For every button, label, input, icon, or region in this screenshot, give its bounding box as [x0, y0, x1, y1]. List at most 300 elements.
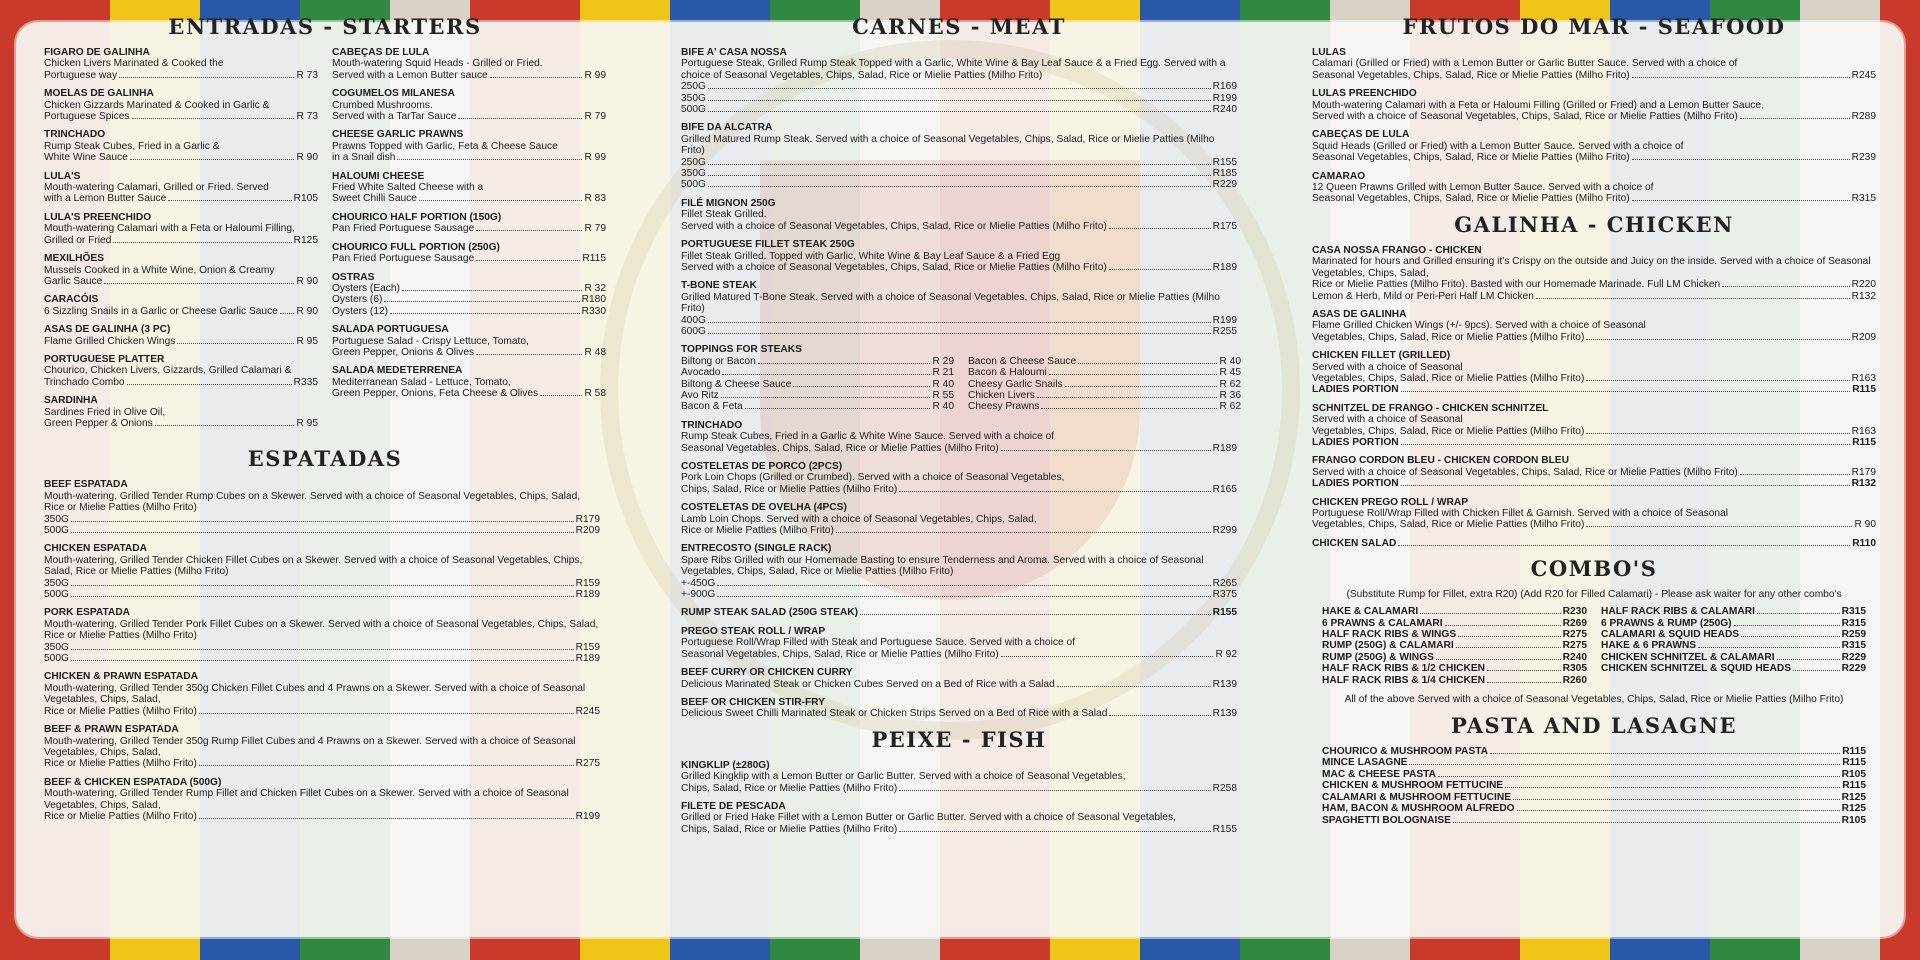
- item-name: CHICKEN & PRAWN ESPATADA: [44, 671, 198, 683]
- item-price: R199: [575, 810, 600, 822]
- price-row: [681, 179, 1237, 190]
- item-line: 250G: [681, 81, 706, 93]
- item-price: R330: [581, 305, 606, 317]
- item-line: HALF RACK RIBS & 1/2 CHICKEN: [1322, 663, 1486, 675]
- item-price: R275: [1562, 629, 1587, 641]
- item-line: Served with a TarTar Sauce: [332, 111, 457, 123]
- item-price: R255: [1212, 325, 1237, 337]
- dot-leader: [119, 77, 294, 78]
- menu-item: [681, 420, 1237, 454]
- item-line: Vegetables, Chips, Salad, Rice or Mielie Patties (Milho Frito): [1312, 331, 1585, 343]
- item-line: Biltong or Bacon: [681, 355, 756, 367]
- item-price: R 40: [1219, 355, 1241, 367]
- item-description: Mouth-watering, Grilled Tender Pork Fillet Cubes on a Skewer. Served with a choice of Seasonal Vegetables, Chips, Salad, Rice or Mielie Patties (Milho Frito): [44, 618, 599, 642]
- item-name: SARDINHA: [44, 395, 98, 407]
- dot-leader: [1109, 228, 1211, 229]
- item-name: MOELAS DE GALINHA: [44, 88, 154, 100]
- dot-leader: [71, 649, 574, 650]
- item-description: Flame Grilled Chicken Wings (+/- 9pcs). Served with a choice of Seasonal: [1312, 320, 1646, 332]
- dot-leader: [1586, 339, 1849, 340]
- item-name: PREGO STEAK ROLL / WRAP: [681, 625, 826, 637]
- price-row: [1322, 792, 1866, 803]
- item-line: Served with a choice of Seasonal Vegetables, Chips, Salad, Rice or Mielie Patties (Milho Frito): [1312, 466, 1738, 478]
- dot-leader: [71, 660, 574, 661]
- menu-item: [332, 324, 606, 358]
- item-line: Delicious Marinated Steak or Chicken Cubes Served on a Bed of Rice with a Salad: [681, 678, 1055, 690]
- menu-item: [44, 607, 600, 664]
- dot-leader: [476, 260, 580, 261]
- price-row: [681, 525, 1237, 536]
- dot-leader: [1586, 433, 1849, 434]
- menu-item: [44, 724, 600, 770]
- dot-leader: [860, 614, 1211, 615]
- dot-leader: [1632, 159, 1850, 160]
- item-name: ASAS DE GALINHA: [1312, 308, 1407, 320]
- item-description: Mussels Cooked in a White Wine, Onion & Creamy: [44, 264, 275, 276]
- dot-leader: [708, 175, 1211, 176]
- item-line: Green Pepper, Onions, Feta Cheese & Olives: [332, 388, 539, 400]
- item-line: Vegetables, Chips, Salad, Rice or Mielie Patties (Milho Frito): [1312, 519, 1585, 531]
- price-row: [44, 152, 318, 163]
- menu-item: [681, 47, 1237, 115]
- meat-list-2: [681, 420, 1237, 720]
- item-line: Seasonal Vegetables, Chips, Salad, Rice or Mielie Patties (Milho Frito): [681, 442, 999, 454]
- item-description: Crumbed Mushrooms.: [332, 99, 433, 111]
- item-name: BEEF CURRY OR CHICKEN CURRY: [681, 667, 853, 679]
- meat-list: [681, 47, 1237, 337]
- dot-leader: [1698, 647, 1840, 648]
- item-price: R 99: [584, 152, 606, 164]
- item-line: Bacon & Cheese Sauce: [968, 355, 1077, 367]
- item-line: Bacon & Feta: [681, 401, 743, 413]
- item-description: Calamari (Grilled or Fried) with a Lemon Butter or Garlic Butter Sauce. Served with a choice of: [1312, 58, 1738, 70]
- item-name: SALADA PORTUGUESA: [332, 324, 449, 336]
- menu-item: [332, 212, 606, 235]
- price-row: [1322, 803, 1866, 814]
- item-price: R189: [1212, 261, 1237, 273]
- item-price: R 90: [1854, 519, 1876, 531]
- item-description: Mouth-watering, Grilled Tender 350g Chicken Fillet Cubes and 4 Prawns on a Skewer. Served with a choice of Seasonal Vegetables, Chips, Salad,: [44, 682, 586, 706]
- section-title-meat: CARNES - MEAT: [852, 14, 1066, 39]
- column-meat: [681, 8, 1241, 842]
- item-price: R 79: [584, 223, 606, 235]
- dot-leader: [127, 384, 292, 385]
- item-line: Flame Grilled Chicken Wings: [44, 335, 176, 347]
- price-row: [1312, 437, 1876, 448]
- item-price: R 40: [932, 401, 954, 413]
- price-row: [1312, 373, 1876, 384]
- dot-leader: [1734, 625, 1840, 626]
- price-row: [681, 649, 1237, 660]
- price-row: [1322, 606, 1587, 617]
- dot-leader: [1001, 656, 1214, 657]
- item-name: TRINCHADO: [44, 129, 106, 141]
- item-price: R269: [1562, 617, 1587, 629]
- item-name: BEEF ESPATADA: [44, 479, 128, 491]
- dot-leader: [793, 386, 930, 387]
- item-line: Cheesy Prawns: [968, 401, 1040, 413]
- fish-list: [681, 760, 1237, 835]
- item-description: Rump Steak Cubes, Fried in a Garlic &: [44, 140, 220, 152]
- item-description: Mouth-watering, Grilled Tender Rump Fillet and Chicken Fillet Cubes on a Skewer. Served with a choice of Seasonal Vegetables, Chips, Salad,: [44, 788, 569, 811]
- item-name: FIGARO DE GALINHA: [44, 47, 150, 58]
- item-name: COSTELETAS DE OVELHA (4PCS): [681, 502, 847, 514]
- item-line: Green Pepper & Onions: [44, 417, 153, 429]
- item-description: Mouth-watering, Grilled Tender Chicken Fillet Cubes on a Skewer. Served with a choice of Seasonal Vegetables, Chips, Salad, Rice or Mielie Patties (Milho Frito): [44, 554, 583, 578]
- price-row: [44, 418, 318, 429]
- item-name: KINGKLIP (±280G): [681, 759, 770, 771]
- item-name: BEEF & PRAWN ESPATADA: [44, 724, 179, 736]
- price-row: [44, 235, 318, 246]
- price-row: [44, 653, 600, 664]
- price-row: [1312, 478, 1876, 489]
- price-row: [332, 223, 606, 234]
- item-name: PORTUGUESE PLATTER: [44, 353, 165, 365]
- price-row: [1322, 746, 1866, 757]
- price-row: [44, 525, 600, 536]
- menu-item: [681, 697, 1237, 720]
- price-row: [44, 514, 600, 525]
- menu-item: [681, 198, 1237, 232]
- price-row: [681, 443, 1237, 454]
- item-line: White Wine Sauce: [44, 152, 128, 164]
- item-price: R240: [1212, 104, 1237, 116]
- item-price: R105: [1841, 768, 1866, 780]
- menu-item: [44, 777, 600, 823]
- item-price: R115: [1842, 780, 1866, 792]
- item-line: Pan Fried Portuguese Sausage: [332, 253, 475, 265]
- item-price: R125: [293, 234, 318, 246]
- price-row: [1312, 152, 1876, 163]
- item-line: CHOURICO & MUSHROOM PASTA: [1322, 746, 1489, 758]
- item-price: R 55: [932, 389, 954, 401]
- item-description: Portuguese Roll/Wrap Filled with Chicken Fillet & Garnish. Served with a choice of Seasonal: [1312, 508, 1728, 519]
- item-description: Rump Steak Cubes, Fried in a Garlic & White Wine Sauce. Served with a choice of: [681, 431, 1055, 443]
- column-starters: [44, 8, 606, 829]
- item-line: 400G: [681, 314, 706, 326]
- item-line: +-900G: [681, 589, 716, 601]
- price-row: [1322, 769, 1866, 780]
- menu-item: [681, 607, 1237, 618]
- item-line: 600G: [681, 325, 706, 337]
- menu-item: [681, 801, 1237, 835]
- dot-leader: [280, 313, 295, 314]
- item-price: R 99: [584, 69, 606, 81]
- item-description: Fillet Steak Grilled.: [681, 209, 767, 221]
- dot-leader: [1740, 474, 1850, 475]
- dot-leader: [1109, 715, 1210, 716]
- item-name: SCHNITZEL DE FRANGO - CHICKEN SCHNITZEL: [1312, 402, 1549, 414]
- item-description: Sardines Fried in Olive Oil,: [44, 406, 166, 418]
- item-price: R 90: [296, 152, 318, 164]
- menu-item: [681, 280, 1237, 337]
- item-line: MINCE LASAGNE: [1322, 757, 1408, 769]
- price-row: [968, 379, 1241, 390]
- item-line: Oysters (12): [332, 305, 389, 317]
- section-title-pasta: PASTA AND LASAGNE: [1451, 713, 1737, 739]
- price-row: [681, 708, 1237, 719]
- item-name: ASAS DE GALINHA (3 PC): [44, 324, 171, 336]
- price-row: [44, 193, 318, 204]
- item-line: Chicken Livers: [968, 389, 1035, 401]
- item-price: R105: [293, 193, 318, 205]
- item-description: Mouth-watering Calamari with a Feta or Haloumi Filling (Grilled or Fried) and a Lemon Butter Sauce.: [1312, 99, 1764, 111]
- item-name: BIFE DA ALCATRA: [681, 122, 773, 134]
- price-row: [1312, 111, 1876, 122]
- item-name: PORK ESPATADA: [44, 607, 131, 619]
- price-row: [44, 276, 318, 287]
- dot-leader: [708, 100, 1211, 101]
- menu-item: [681, 760, 1237, 794]
- dot-leader: [71, 596, 574, 597]
- item-price: R199: [1212, 92, 1237, 104]
- item-line: HALF RACK RIBS & CALAMARI: [1601, 606, 1755, 618]
- item-price: R299: [1212, 525, 1237, 537]
- menu-item: [1312, 403, 1876, 449]
- dot-leader: [132, 118, 295, 119]
- price-row: [681, 326, 1237, 337]
- price-row: [1322, 640, 1587, 651]
- menu-item: [332, 242, 606, 265]
- item-price: R258: [1212, 782, 1237, 794]
- dot-leader: [722, 374, 930, 375]
- item-price: R105: [1841, 814, 1866, 826]
- dot-leader: [419, 200, 583, 201]
- chicken-list: [1312, 245, 1876, 549]
- seafood-list: [1312, 47, 1876, 205]
- item-name: CHOURICO FULL PORTION (250G): [332, 241, 500, 253]
- combos-left: [1322, 606, 1587, 686]
- price-row: [1601, 606, 1866, 617]
- price-row: [332, 111, 606, 122]
- price-row: [681, 93, 1237, 104]
- dot-leader: [177, 343, 294, 344]
- item-price: R 36: [1219, 389, 1241, 401]
- item-price: R139: [1212, 708, 1237, 720]
- price-row: [681, 315, 1237, 326]
- price-row: [332, 152, 606, 163]
- section-title-seafood: FRUTOS DO MAR - SEAFOOD: [1402, 14, 1786, 39]
- menu-item: [1312, 538, 1876, 549]
- toppings-right: [968, 356, 1241, 413]
- item-line: RUMP (250G) & WINGS: [1322, 651, 1434, 663]
- dot-leader: [1409, 764, 1840, 765]
- dot-leader: [397, 159, 582, 160]
- item-line: 350G: [44, 513, 69, 525]
- item-name: CHEESE GARLIC PRAWNS: [332, 129, 464, 141]
- item-price: R 62: [1219, 378, 1241, 390]
- price-row: [332, 306, 606, 317]
- menu-item: [681, 502, 1237, 536]
- item-price: R179: [1851, 466, 1876, 478]
- starters-left: [44, 47, 318, 436]
- starters-right: [332, 47, 606, 436]
- dot-leader: [458, 118, 582, 119]
- price-row: [44, 70, 318, 81]
- dot-leader: [130, 159, 295, 160]
- item-line: Vegetables, Chips, Salad, Rice or Mielie Patties (Milho Frito): [1312, 425, 1585, 437]
- dot-leader: [717, 585, 1210, 586]
- item-price: R115: [1842, 746, 1866, 758]
- item-line: 500G: [681, 104, 706, 116]
- item-name: OSTRAS: [332, 271, 375, 283]
- item-price: R115: [1852, 384, 1876, 396]
- price-row: [44, 306, 318, 317]
- item-line: HAM, BACON & MUSHROOM ALFREDO: [1322, 803, 1515, 815]
- item-price: R 21: [932, 367, 954, 379]
- item-name: BEEF OR CHICKEN STIR-FRY: [681, 696, 825, 708]
- item-line: Chips, Salad, Rice or Mielie Patties (Milho Frito): [681, 782, 898, 794]
- dot-leader: [1586, 380, 1849, 381]
- dot-leader: [1401, 444, 1851, 445]
- item-price: R189: [1212, 442, 1237, 454]
- item-line: Rice or Mielie Patties (Milho Frito). Basted with our Homemade Marinade. Full LM Chicken: [1312, 279, 1721, 291]
- section-title-fish: PEIXE - FISH: [871, 726, 1047, 752]
- item-line: CHICKEN SCHNITZEL & SQUID HEADS: [1601, 663, 1791, 675]
- price-row: [44, 377, 318, 388]
- item-name: TRINCHADO: [681, 419, 743, 431]
- price-row: [1322, 815, 1866, 826]
- item-line: HALF RACK RIBS & WINGS: [1322, 629, 1457, 641]
- item-line: CHICKEN SALAD: [1312, 537, 1397, 549]
- price-row: [968, 356, 1241, 367]
- dot-leader: [71, 532, 574, 533]
- menu-item: [1312, 245, 1876, 302]
- price-row: [681, 81, 1237, 92]
- price-row: [1322, 652, 1587, 663]
- item-price: R110: [1852, 537, 1876, 549]
- item-price: R 92: [1215, 648, 1237, 660]
- menu-item: [332, 129, 606, 163]
- price-row: [968, 390, 1241, 401]
- dot-leader: [1536, 298, 1850, 299]
- item-line: Lemon & Herb, Mild or Peri-Peri Half LM Chicken: [1312, 290, 1534, 302]
- dot-leader: [390, 313, 580, 314]
- item-name: COGUMELOS MILANESA: [332, 88, 455, 100]
- item-name: CASA NOSSA FRANGO - CHICKEN: [1312, 244, 1482, 256]
- item-line: Avocado: [681, 367, 721, 379]
- item-price: R 45: [1219, 367, 1241, 379]
- item-description: Grilled Matured T-Bone Steak. Served with a choice of Seasonal Vegetables, Chips, Salad, Rice or Mielie Patties (Milho Frito): [681, 291, 1220, 315]
- menu-item: [1312, 171, 1876, 205]
- item-price: R115: [582, 253, 606, 265]
- menu-item: [44, 543, 600, 600]
- item-description: Portuguese Steak, Grilled Rump Steak Topped with a Garlic, White Wine & Bay Leaf Sauce & a Fried Egg. Served with a choice of Seasonal Vegetables, Chips, Salad, Rice or Mielie Patties (Milho Frito): [681, 58, 1226, 81]
- item-description: Grilled Matured Rump Steak. Served with a choice of Seasonal Vegetables, Chips, Salad, Rice or Mielie Patties (Milho Frito): [681, 133, 1215, 157]
- price-row: [681, 390, 954, 401]
- item-price: R 79: [584, 111, 606, 123]
- dot-leader: [1722, 286, 1849, 287]
- dot-leader: [1401, 485, 1850, 486]
- item-name: PORTUGUESE FILLET STEAK 250G: [681, 239, 855, 251]
- price-row: [44, 758, 600, 769]
- item-line: RUMP (250G) & CALAMARI: [1322, 640, 1454, 652]
- espatadas-list: [44, 479, 600, 822]
- menu-item: [44, 129, 318, 163]
- price-row: [1322, 780, 1866, 791]
- dot-leader: [155, 425, 295, 426]
- item-description: Portuguese Roll/Wrap Filled with Steak and Portuguese Sauce. Served with a choice of: [681, 637, 1075, 649]
- dot-leader: [1517, 810, 1840, 811]
- item-line: with a Lemon Butter Sauce: [44, 193, 167, 205]
- menu-item: [1312, 497, 1876, 531]
- item-name: CHICKEN ESPATADA: [44, 543, 148, 555]
- item-line: Served with a choice of Seasonal Vegetables, Chips, Salad, Rice or Mielie Patties (Milho Frito): [1312, 111, 1738, 123]
- item-line: Garlic Sauce: [44, 275, 103, 287]
- item-description: Lamb Loin Chops. Served with a choice of Seasonal Vegetables, Chips, Salad,: [681, 513, 1037, 525]
- dot-leader: [1445, 625, 1561, 626]
- dot-leader: [708, 88, 1211, 89]
- price-row: [332, 388, 606, 399]
- price-row: [44, 578, 600, 589]
- price-row: [1601, 652, 1866, 663]
- combos-right: [1601, 606, 1866, 686]
- menu-item: [332, 88, 606, 122]
- combos-footer: All of the above Served with a choice of Seasonal Vegetables, Chips, Salad, Rice or Mielie Patties (Milho Frito): [1344, 694, 1844, 706]
- toppings-left: [681, 356, 954, 413]
- pasta-list: [1312, 746, 1876, 826]
- dot-leader: [490, 77, 583, 78]
- item-description: Portuguese Salad - Crispy Lettuce, Tomato,: [332, 335, 529, 347]
- item-line: 500G: [44, 589, 69, 601]
- price-row: [1322, 629, 1587, 640]
- item-price: R155: [1212, 156, 1237, 168]
- dot-leader: [168, 200, 291, 201]
- price-row: [681, 157, 1237, 168]
- item-line: LADIES PORTION: [1312, 384, 1399, 396]
- item-price: R 95: [296, 417, 318, 429]
- price-row: [1601, 663, 1866, 674]
- item-price: R179: [575, 513, 600, 525]
- item-price: R315: [1841, 606, 1866, 618]
- menu-item: [44, 354, 318, 388]
- item-line: Seasonal Vegetables, Chips, Salad, Rice or Mielie Patties (Milho Frito): [1312, 193, 1630, 205]
- item-description: Fried White Salted Cheese with a: [332, 182, 484, 194]
- item-line: 350G: [44, 577, 69, 589]
- item-description: Prawns Topped with Garlic, Feta & Cheese Sauce: [332, 140, 558, 152]
- price-row: [1312, 384, 1876, 395]
- item-price: R185: [1212, 168, 1237, 180]
- combos-note: (Substitute Rump for Fillet, extra R20) (Add R20 for Filled Calamari) - Please ask waiter for any other combo's: [1346, 589, 1842, 601]
- item-line: Rice or Mielie Patties (Milho Frito): [44, 758, 197, 770]
- price-row: [1322, 663, 1587, 674]
- item-name: CHICKEN PREGO ROLL / WRAP: [1312, 496, 1469, 508]
- dot-leader: [758, 363, 931, 364]
- dot-leader: [1420, 613, 1560, 614]
- item-line: Rice or Mielie Patties (Milho Frito): [44, 810, 197, 822]
- item-line: 500G: [44, 653, 69, 665]
- item-price: R163: [1851, 425, 1876, 437]
- item-price: R169: [1212, 81, 1237, 93]
- item-price: R159: [575, 577, 600, 589]
- item-price: R155: [1212, 823, 1237, 835]
- price-row: [44, 589, 600, 600]
- menu-item: [44, 212, 318, 246]
- item-price: R245: [1851, 69, 1876, 81]
- dot-leader: [1586, 526, 1852, 527]
- dot-leader: [1001, 450, 1211, 451]
- item-price: R 58: [584, 388, 606, 400]
- menu-item: [44, 294, 318, 317]
- item-line: 250G: [681, 156, 706, 168]
- item-line: 500G: [44, 525, 69, 536]
- item-name: LULA'S PREENCHIDO: [44, 211, 152, 223]
- dot-leader: [1049, 374, 1218, 375]
- menu-item: [332, 47, 606, 81]
- menu-item: [1312, 309, 1876, 343]
- item-price: R165: [1212, 483, 1237, 495]
- dot-leader: [899, 790, 1210, 791]
